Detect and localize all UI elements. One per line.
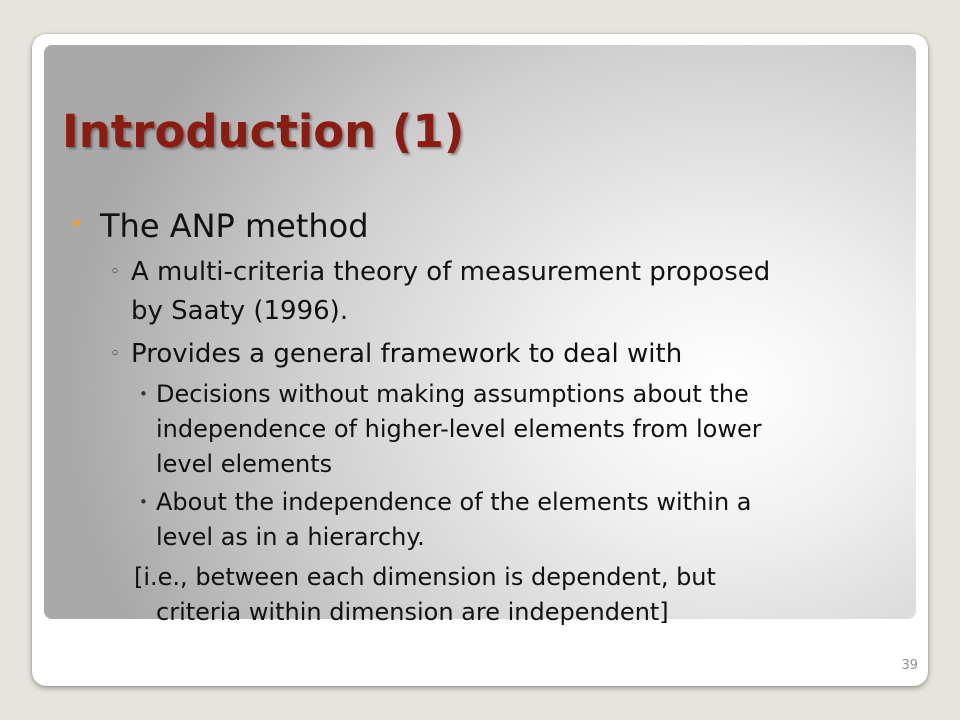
sub-bullet-theory-line1: A multi-criteria theory of measurement proposed — [131, 257, 771, 287]
item-independence-line2: level as in a hierarchy. — [156, 523, 425, 551]
bullet-dot-icon: • — [70, 212, 83, 237]
item-decisions-line1: Decisions without making assumptions about the — [156, 380, 749, 408]
note-line1: [i.e., between each dimension is dependent, but — [134, 563, 716, 591]
small-bullet-icon: • — [139, 385, 148, 403]
item-independence-line1: About the independence of the elements within a — [156, 488, 752, 516]
sub-bullet-framework: Provides a general framework to deal with — [131, 339, 683, 369]
small-bullet-icon: • — [139, 493, 148, 511]
slide-title: Introduction (1) — [62, 105, 465, 158]
circle-bullet-icon: ◦ — [110, 262, 121, 282]
circle-bullet-icon: ◦ — [110, 344, 121, 364]
item-decisions-line3: level elements — [156, 450, 333, 478]
sub-bullet-theory-line2: by Saaty (1996). — [131, 296, 349, 326]
page-number: 39 — [901, 658, 918, 673]
note-line2: criteria within dimension are independent] — [156, 598, 669, 626]
item-decisions-line2: independence of higher-level elements from lower — [156, 415, 762, 443]
bullet-anp-method: The ANP method — [100, 207, 369, 245]
